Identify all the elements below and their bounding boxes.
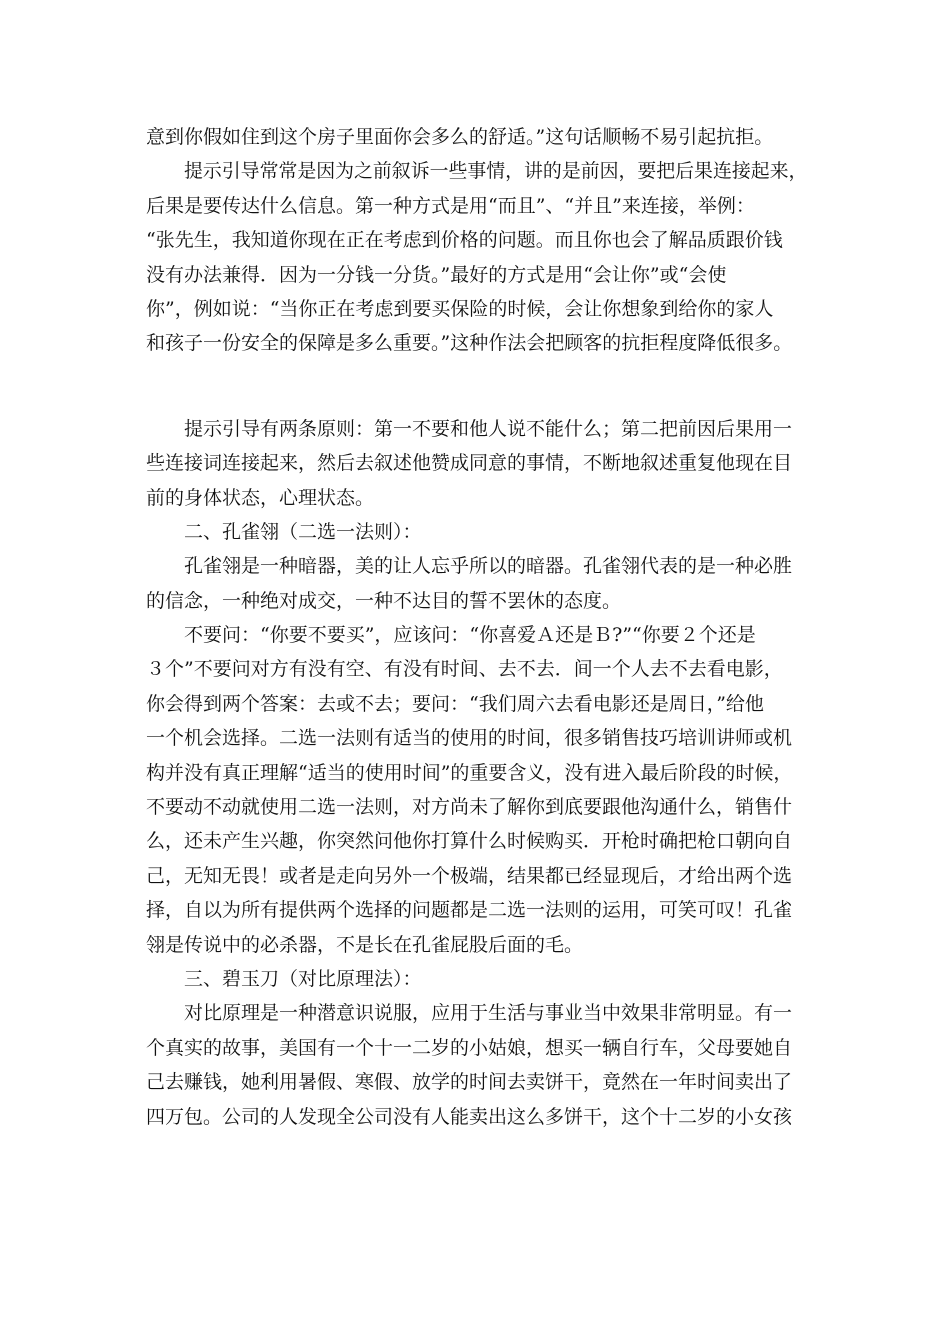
- text-line: 你会得到两个答案：去或不去；要问：“我们周六去看电影还是周日，”给他: [146, 692, 764, 715]
- text-line: 么，还未产生兴趣，你突然问他你打算什么时候购买．开枪时确把枪口朝向自: [146, 830, 793, 853]
- paragraph-gap: [146, 361, 808, 412]
- text-line: 些连接词连接起来，然后去叙述他赞成同意的事情，不断地叙述重复他现在目: [146, 452, 793, 475]
- text-line: 己去赚钱，她利用暑假、寒假、放学的时间去卖饼干，竟然在一年时间卖出了: [146, 1071, 793, 1094]
- text-line: 意到你假如住到这个房子里面你会多么的舒适。”这句话顺畅不易引起抗拒。: [146, 126, 774, 148]
- section-heading: 二、孔雀翎（二选一法则）：: [184, 520, 422, 543]
- text-line: 不要问：“你要不要买”，应该问：“你喜爱Ａ还是Ｂ?”“你要２个还是: [184, 624, 756, 647]
- text-line: 你”，例如说：“当你正在考虑到要买保险的时候，会让你想象到给你的家人: [146, 297, 774, 320]
- text-line: ３个”不要问对方有没有空、有没有时间、去不去．间一个人去不去看电影，: [146, 658, 783, 681]
- text-line: 个真实的故事，美国有一个十一二岁的小姑娘，想买一辆自行车，父母要她自: [146, 1036, 793, 1059]
- text-line: 翎是传说中的必杀器，不是长在孔雀屁股后面的毛。: [146, 933, 584, 956]
- section-heading: 三、碧玉刀（对比原理法）：: [184, 967, 422, 990]
- text-line: “张先生，我知道你现在正在考虑到价格的问题。而且你也会了解品质跟价钱: [146, 229, 783, 252]
- text-line: 没有办法兼得．因为一分钱一分货。”最好的方式是用“会让你”或“会使: [146, 263, 727, 286]
- text-line: 四万包。公司的人发现全公司没有人能卖出这么多饼干，这个十二岁的小女孩: [146, 1105, 793, 1128]
- text-line: 提示引导常常是因为之前叙诉一些事情，讲的是前因，要把后果连接起来，: [184, 160, 808, 183]
- text-line: 一个机会选择。二选一法则有适当的使用的时间，很多销售技巧培训讲师或机: [146, 727, 793, 750]
- text-line: 孔雀翎是一种暗器，美的让人忘乎所以的暗器。孔雀翎代表的是一种必胜: [184, 555, 793, 578]
- text-line: 和孩子一份安全的保障是多么重要。”这种作法会把顾客的抗拒程度降低很多。: [146, 332, 793, 355]
- text-line: 构并没有真正理解“适当的使用时间”的重要含义，没有进入最后阶段的时候，: [146, 761, 793, 784]
- text-line: 前的身体状态，心理状态。: [146, 486, 375, 509]
- text-line: 对比原理是一种潜意识说服，应用于生活与事业当中效果非常明显。有一: [184, 1002, 793, 1025]
- text-line: 择，自以为所有提供两个选择的问题都是二选一法则的运用，可笑可叹！孔雀: [146, 899, 793, 922]
- text-line: 的信念，一种绝对成交，一种不达目的誓不罢休的态度。: [146, 589, 622, 612]
- text-line: 提示引导有两条原则：第一不要和他人说不能什么；第二把前因后果用一: [184, 417, 793, 440]
- text-line: 后果是要传达什么信息。第一种方式是用“而且”、“并且”来连接，举例：: [146, 194, 755, 217]
- text-line: 不要动不动就使用二选一法则，对方尚未了解你到底要跟他沟通什么，销售什: [146, 796, 793, 819]
- document-body: [146, 120, 808, 1134]
- text-line: 己，无知无畏！或者是走向另外一个极端，结果都已经显现后，才给出两个选: [146, 864, 793, 887]
